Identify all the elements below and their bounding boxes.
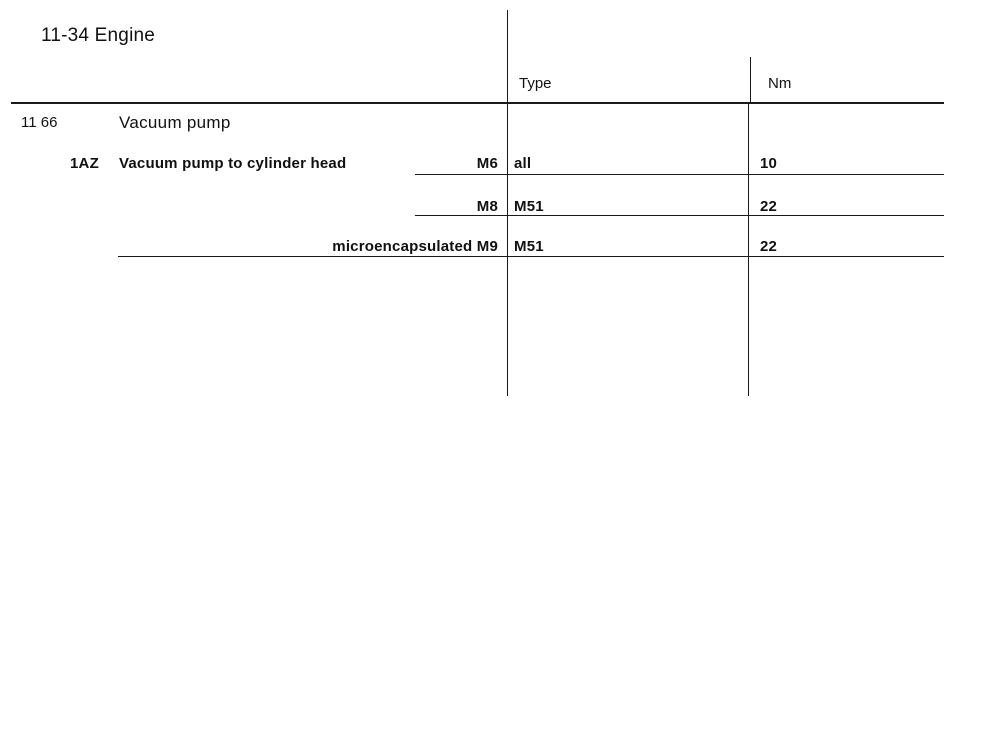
- column-divider-type: [507, 10, 508, 396]
- page-title: 11-34 Engine: [41, 25, 156, 46]
- header-rule: [11, 102, 944, 104]
- row-spec: M6: [476, 155, 498, 172]
- item-description: Vacuum pump to cylinder head: [119, 155, 347, 172]
- row-type: M51: [514, 238, 544, 255]
- row-nm: 22: [760, 198, 778, 215]
- section-title: Vacuum pump: [119, 113, 231, 132]
- row-rule: [118, 256, 944, 257]
- column-divider-nm-header: [750, 57, 751, 102]
- column-header-nm: Nm: [768, 75, 792, 92]
- row-spec: M8: [476, 198, 498, 215]
- column-divider-nm: [748, 104, 749, 396]
- row-type: all: [514, 155, 532, 172]
- item-code: 1AZ: [70, 155, 99, 172]
- row-rule: [415, 215, 944, 216]
- column-header-type: Type: [519, 75, 552, 92]
- row-spec: microencapsulated M9: [332, 238, 498, 255]
- row-type: M51: [514, 198, 544, 215]
- row-nm: 22: [760, 238, 778, 255]
- row-nm: 10: [760, 155, 778, 172]
- section-number: 11 66: [21, 114, 58, 131]
- row-rule: [415, 174, 944, 175]
